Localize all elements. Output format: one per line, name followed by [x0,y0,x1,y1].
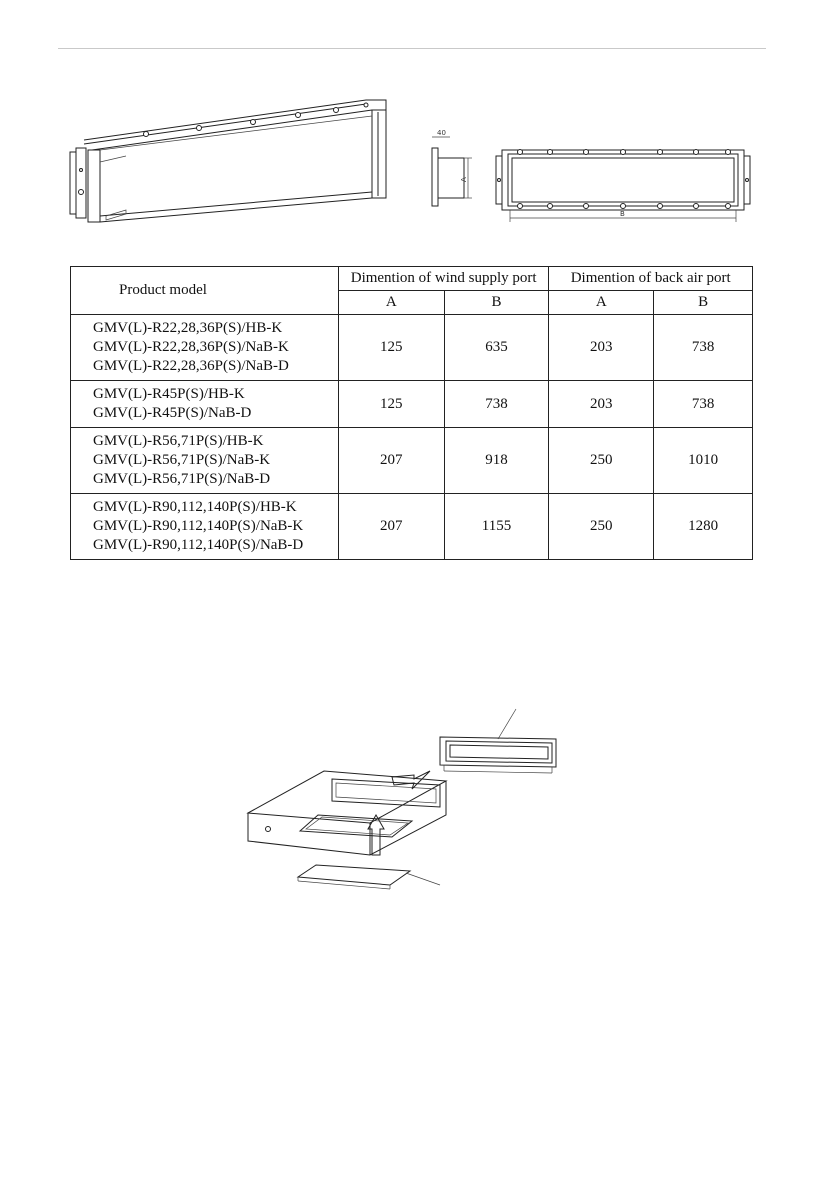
subheader-supply-b: B [444,291,549,315]
table-row [71,428,753,494]
flange-installation-diagram [240,705,570,895]
header-wind-supply-port: Dimention of wind supply port [338,267,549,291]
port-dimension-table [70,266,753,560]
back-a-cell: 203 [549,315,654,381]
header-product-model: Product model [71,267,339,315]
table-row [71,494,753,560]
supply-b-cell: 918 [444,428,549,494]
flange-side-view-drawing [420,128,490,212]
back-b-cell: 738 [654,381,753,428]
back-b-cell: 1010 [654,428,753,494]
back-b-cell: 738 [654,315,753,381]
model-cell: GMV(L)-R22,28,36P(S)/HB-K GMV(L)-R22,28,36P(S)/NaB-K GMV(L)-R22,28,36P(S)/NaB-D [71,315,339,381]
back-a-cell: 250 [549,494,654,560]
table-row [71,381,753,428]
supply-b-cell: 738 [444,381,549,428]
dim-label-40: 40 [437,129,446,137]
model-cell: GMV(L)-R56,71P(S)/HB-K GMV(L)-R56,71P(S)/NaB-K GMV(L)-R56,71P(S)/NaB-D [71,428,339,494]
header-back-air-port: Dimention of back air port [549,267,753,291]
model-cell: GMV(L)-R90,112,140P(S)/HB-K GMV(L)-R90,112,140P(S)/NaB-K GMV(L)-R90,112,140P(S)/NaB-D [71,494,339,560]
subheader-supply-a: A [338,291,444,315]
flange-front-view-drawing [496,144,756,234]
subheader-back-b: B [654,291,753,315]
dim-label-b: B [620,210,625,218]
back-a-cell: 250 [549,428,654,494]
supply-a-cell: 207 [338,494,444,560]
model-cell: GMV(L)-R45P(S)/HB-K GMV(L)-R45P(S)/NaB-D [71,381,339,428]
supply-a-cell: 125 [338,315,444,381]
header-rule [58,48,766,49]
dim-label-a: A [460,177,468,182]
supply-a-cell: 207 [338,428,444,494]
supply-a-cell: 125 [338,381,444,428]
table-row [71,315,753,381]
back-b-cell: 1280 [654,494,753,560]
flange-perspective-drawing [66,92,406,232]
back-a-cell: 203 [549,381,654,428]
supply-b-cell: 635 [444,315,549,381]
subheader-back-a: A [549,291,654,315]
supply-b-cell: 1155 [444,494,549,560]
